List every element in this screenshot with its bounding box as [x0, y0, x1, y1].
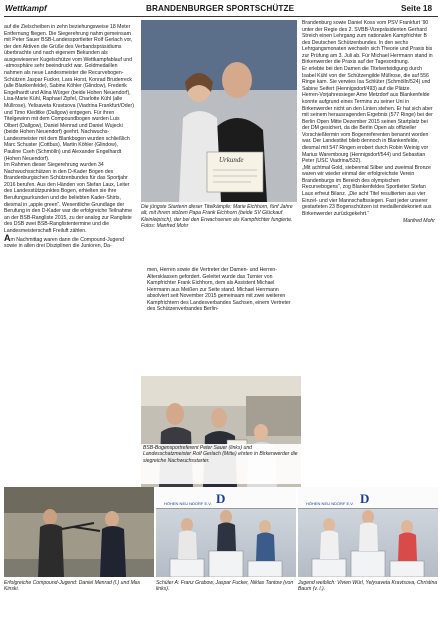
photo-compound-archers	[4, 487, 154, 577]
photo-podium-boys	[156, 487, 296, 577]
article-column-2	[147, 267, 291, 375]
photo-illustration	[298, 487, 438, 577]
banner-logo-text: D	[216, 491, 226, 506]
photo-illustration	[4, 487, 154, 577]
publication-title: BRANDENBURGER SPORTSCHÜTZE	[146, 4, 295, 13]
paragraph: Er erlebte bei den Damen die Titelverteidigung durch Isabel Kühl von der Schützengilde Müllrose, die auf 556 Ringe kam. Sie verwies Isa Schlüter (Schmölln/524) und Sabine Seifert (Hennigsdorf/493) auf die Plätze.	[302, 66, 431, 92]
paragraph: „Mit achtmal Gold, siebenmal Silber und zweimal Bronze waren wir wieder einmal der erfolgreichste Verein Brandenburgs im Bereich des olympischen Recurvebogens“, zog Blankenfeldes Sportleiter Stefan Laux erfreut Bilanz. „Die acht Titel resultierten aus vier Einzel- und vier Mannschaftssiegen. Fast jeder unserer gestarteten 23 Bogenschützen ist medaillendekoriert aus Birkenwerder zurückgekehrt.“	[302, 164, 432, 217]
banner-club-text: HÖHEN NEU NDORF E.V.	[164, 501, 212, 506]
paragraph: Herren-Vorjahressieger Arne Metzdorf aus Blankenfelde konnte aufgrund eines Termins zu seiner Uni in Birkenwerder nicht an den Linien stehen. Er hat sich aber mit seinem herausragenden Ergebnis (577 Ringe) bei der Berlin Open Mitte Dezember 2015 seinen Startplatz bei der DM gesichert, da die Berlin Open als offizieller Vorschießtermin vom Bogenreferenten benannt worden war. Der Landestitel blieb dennoch in Blankenfelde, diesmal mit 547 Ringen erobert durch Robin Weinig vor Marius Warembourg (Hennigsdorf/544) und Sebastian Peter (USC Viadrina/532).	[302, 92, 433, 165]
paragraph	[4, 232, 134, 250]
article-column-1	[4, 24, 134, 434]
photo-caption: Schüler A: Franz Grabow, Jaspar Fucker, Niklas Tantow (von links).	[156, 580, 294, 593]
section-label: Wettkampf	[5, 4, 47, 13]
certificate-heading: Urkunde	[219, 156, 244, 164]
paragraph: auf die Zielscheiben in zehn beziehungsweise 18 Meter Entfernung fliegen. Die Siegerehrung nahm gemeinsam mit Peter Sauer BSB-Landessportleiter Rolf Gerlach vor, der den Aktiven die Grüße des Verbandspräsidiums überbrachte und nach eigenem Bekunden als ausgewiesener Kugelschütze vom Wettkampfablauf und -atmosphäre sehr beeindruckt war. Goldmedaillen nahmen als neue Landesmeister die Recurvebogen-Schützen Jaspar Fucker, Lara Horst, Konrad Bruderreck (alle Blankenfelde), Sabine Köhler (Glindow), Frederik Engelhardt und Alina Würger (beide Hohen Neuendorf), Lisa-Marie Kühl, Raphael Zipfel, Charlotte Kühl (alle Müllrose), Yelisaveta Kravtsova (Viadrina Frankfurt/Oder) und Timo Kleditke (Dallgow) entgegen. Für ihren Titelgewinn mit dem Compoundbogen wurden Luis Olbert (Dallgow), Daniel Menrad und Daniel Wujecki (beide Hohen Neuendorf) geehrt. Nachwuchs-Landesmeister mit dem Blankbogen wurden schließlich Marc Schuster (Cottbus), Martin Köhler (Glindow), Pauline Cseh (Schmölln) und Alexander Engelhardt (Hohen Neuendorf).	[4, 24, 134, 162]
page-header	[4, 3, 438, 17]
photo-caption: Erfolgreiche Compound-Jugend: Daniel Menrad (l.) und Max Kinski.	[4, 580, 141, 593]
article-column-3	[302, 20, 435, 445]
banner-logo-text: D	[360, 491, 370, 506]
drop-cap: A	[4, 232, 11, 243]
paragraph: Brandenburg sowie Daniel Koss vom PSV Frankfurt ’90 unter der Regie des 2. SVBB-Vizepräsidenten Gerhard Streich einen Lehrgang zum nationalen Kampfrichter B des Deutschen Schützenbundes. In den sechs Lehrgangsmonaten wechseln sich Theorie und Praxis bis zur Prüfung am 3. Juli ab. Für Michael Herrmann stand in Birkenwerder die Praxis auf der Tagesordnung.	[302, 20, 433, 66]
photo-illustration	[141, 20, 297, 202]
author-signature: Manfred Mohr	[403, 218, 435, 225]
photo-caption: Jugend weiblich: Vivien Würl, Yelysaveta Kravtsova, Christina Baum (v. l.).	[298, 580, 438, 593]
paragraph: men, Herren sowie die Vertreter der Damen- und Herren-Altersklassen gefordert. Geleitet wurde das Turnier von Kampfrichter Frank Eichhorn, dem als Assistent Michael Herrmann aus Meißen zur Seite stand. Michael Herrmann absolviert seit November 2015 gemeinsam mit zwei weiteren Kampfrichtern des Landesverbandes Sachsen, einem Vertreter des Schützenverbandes Berlin-	[147, 267, 291, 313]
photo-caption: Die jüngste Starterin dieser Titelkämpfe: Marie Eichhorn, fünf Jahre alt, mit ihrem stolzen Papa Frank Eichhorn (beide SV Glückauf Kleinleipisch), der bei den Erwachsenen als Kampfrichter fungierte. Fotos: Manfred Mohr	[141, 204, 293, 229]
photo-podium-girls	[298, 487, 438, 577]
page-number: Seite 18	[401, 4, 432, 13]
photo-illustration	[156, 487, 296, 577]
photo-caption: BSB-Bogensportreferent Peter Sauer (links) und Landesschatzmeister Rolf Gerlach (Mitte) ehrten in Birkenwerder die siegreiche Nachwuchsstarter.	[141, 444, 301, 484]
paragraph-text: m Nachmittag waren dann die Compound-Jugend sowie in allen drei Disziplinen die Junioren, Da-	[4, 236, 124, 250]
banner-club-text: HÖHEN NEU NDORF E.V.	[306, 501, 354, 506]
photo-girl-with-father	[141, 20, 297, 202]
paragraph: Im Rahmen dieser Siegerehrung wurden 34 Nachwuchsschützen in den D-Kader Bogen des Brandenburgischen Schützenbundes für das Sportjahr 2016 berufen. Aus den Händen von Stefan Laux, Leiter des Landesstützpunktes Bogen, erhielten sie ihre Berufungsurkunden und die beliebten Kader-Shirts, diesmal in „apple green“. Wesentliche Grundlage der Berufung in den D-Kader war die erfolgreiche Teilnahme an der BSB-Rangliste 2015, zu der analog zur Rangliste des DSB zwei BSB-Ranglistentermine und die Landesmeisterschaft Freiluft zählen.	[4, 162, 132, 234]
